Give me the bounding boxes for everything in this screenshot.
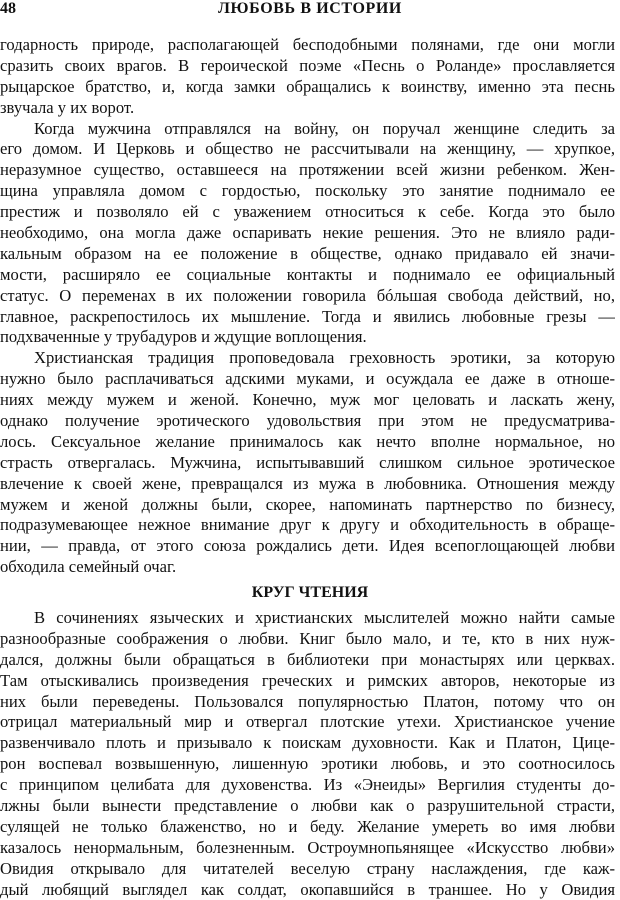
text-line: В сочинениях языческих и христианских мыслителей можно найти самые — [34, 608, 615, 627]
text-line: необходимо, она могла даже оспаривать некие решения. Это не влияло ради- — [0, 223, 615, 243]
text-line: дался, должны были обращаться в библиотеки при монастырях или церквах. — [0, 649, 615, 669]
text-line: подразумевающее нежное внимание друг к другу и обходительность в обраще- — [0, 515, 615, 535]
text-line: подхваченные у трубадуров и ждущие воплощения. — [0, 327, 367, 347]
text-line: кальным образом на ее положение в обществе, однако придавало ей значи- — [0, 243, 615, 263]
text-line: его домом. И Церковь и общество не рассчитывали на женщину, — хрупкое, — [0, 139, 615, 159]
text-line: них были переведены. Пользовался популярностью Платон, потому что он — [0, 691, 615, 711]
text-line: с принципом целибата для духовенства. Из «Энеиды» Вергилия студенты до- — [0, 775, 615, 795]
text-line: страсть отвергалась. Мужчина, испытывавший слишком сильное эротическое — [0, 452, 615, 472]
text-line: отрицал материальный мир и отвергал плотские утехи. Христианское учение — [0, 712, 615, 732]
body-text-part-2 — [0, 608, 615, 900]
text-line: мости, расширяло ее социальные контакты и поднимало ее официальный — [0, 264, 615, 284]
text-line: мужем и женой должны были, скорее, напоминать партнерство по бизнесу, — [0, 494, 615, 514]
text-line: сразить своих врагов. В героической поэме «Песнь о Роланде» прославляется — [0, 55, 615, 75]
text-line: Овидия открывало для читателей веселую страну наслаждения, где каж- — [0, 858, 615, 878]
page-header — [0, 0, 620, 24]
page-number: 48 — [0, 0, 16, 17]
body-text-part-1 — [0, 35, 615, 578]
section-title: КРУГ ЧТЕНИЯ — [251, 584, 369, 601]
text-line: казалось ненормальным, болезненным. Остроумнопьянящее «Искусство любви» — [0, 837, 615, 857]
text-line: годарность природе, располагающей бесподобными полянами, где они могли — [0, 35, 615, 54]
text-line: нии, — правда, от этого союза рождались дети. Идея всепоглощающей любви — [0, 536, 615, 556]
text-line: рон воспевал возвышенную, лишенную эротики любовь, и это соотносилось — [0, 754, 615, 774]
text-line: сулящей не только блаженство, но и беду. Желание умереть во имя любви — [0, 816, 615, 836]
text-line: звучала у их ворот. — [0, 97, 135, 117]
text-line: однако получение эротического удовольствия при этом не предусматрива- — [0, 411, 615, 431]
text-line: щина управляла домом с гордостью, поскольку это занятие поднимало ее — [0, 181, 615, 201]
text-line: Христианская традиция проповедовала греховность эротики, за которую — [34, 348, 615, 368]
text-line: рыцарское братство, и, когда замки обращались к воинству, именно эта песнь — [0, 76, 615, 96]
text-line: неразумное существо, оставшееся на протяжении всей жизни ребенком. Жен- — [0, 160, 615, 180]
running-head: ЛЮБОВЬ В ИСТОРИИ — [218, 0, 402, 17]
text-line: нужно было расплачиваться адскими муками, и осуждала ее даже в отноше- — [0, 369, 615, 389]
text-line: разнообразные соображения о любви. Книг было мало, и те, кто в них нуж- — [0, 628, 615, 648]
text-line: ниях между мужем и женой. Конечно, муж мог целовать и ласкать жену, — [0, 390, 615, 410]
text-line: Когда мужчина отправлялся на войну, он поручал женщине следить за — [34, 118, 615, 138]
text-line: статус. О переменах в их положении говорила бóльшая свобода действий, но, — [0, 285, 615, 305]
text-line: главное, раскрепостилось их мышление. Тогда и явились любовные грезы — — [0, 306, 615, 326]
text-line: влечение к своей жене, превращался из мужа в любовника. Отношения между — [0, 473, 615, 493]
text-line: лось. Сексуальное желание принималось как нечто вполне нормальное, но — [0, 431, 615, 451]
text-line: развенчивало плоть и призывало к поискам духовности. Как и Платон, Цице- — [0, 733, 615, 753]
text-line: престиж и позволяло ей с уважением относиться к себе. Когда это было — [0, 202, 615, 222]
text-line: Там отыскивались произведения греческих и римских авторов, некоторые из — [0, 670, 615, 690]
text-line: дый любящий выглядел как солдат, окопавшийся в траншее. Но у Овидия — [0, 879, 615, 899]
text-line: лжны были вынести представление о любви как о разрушительной страсти, — [0, 796, 615, 816]
text-line: обходила семейный очаг. — [0, 557, 177, 577]
